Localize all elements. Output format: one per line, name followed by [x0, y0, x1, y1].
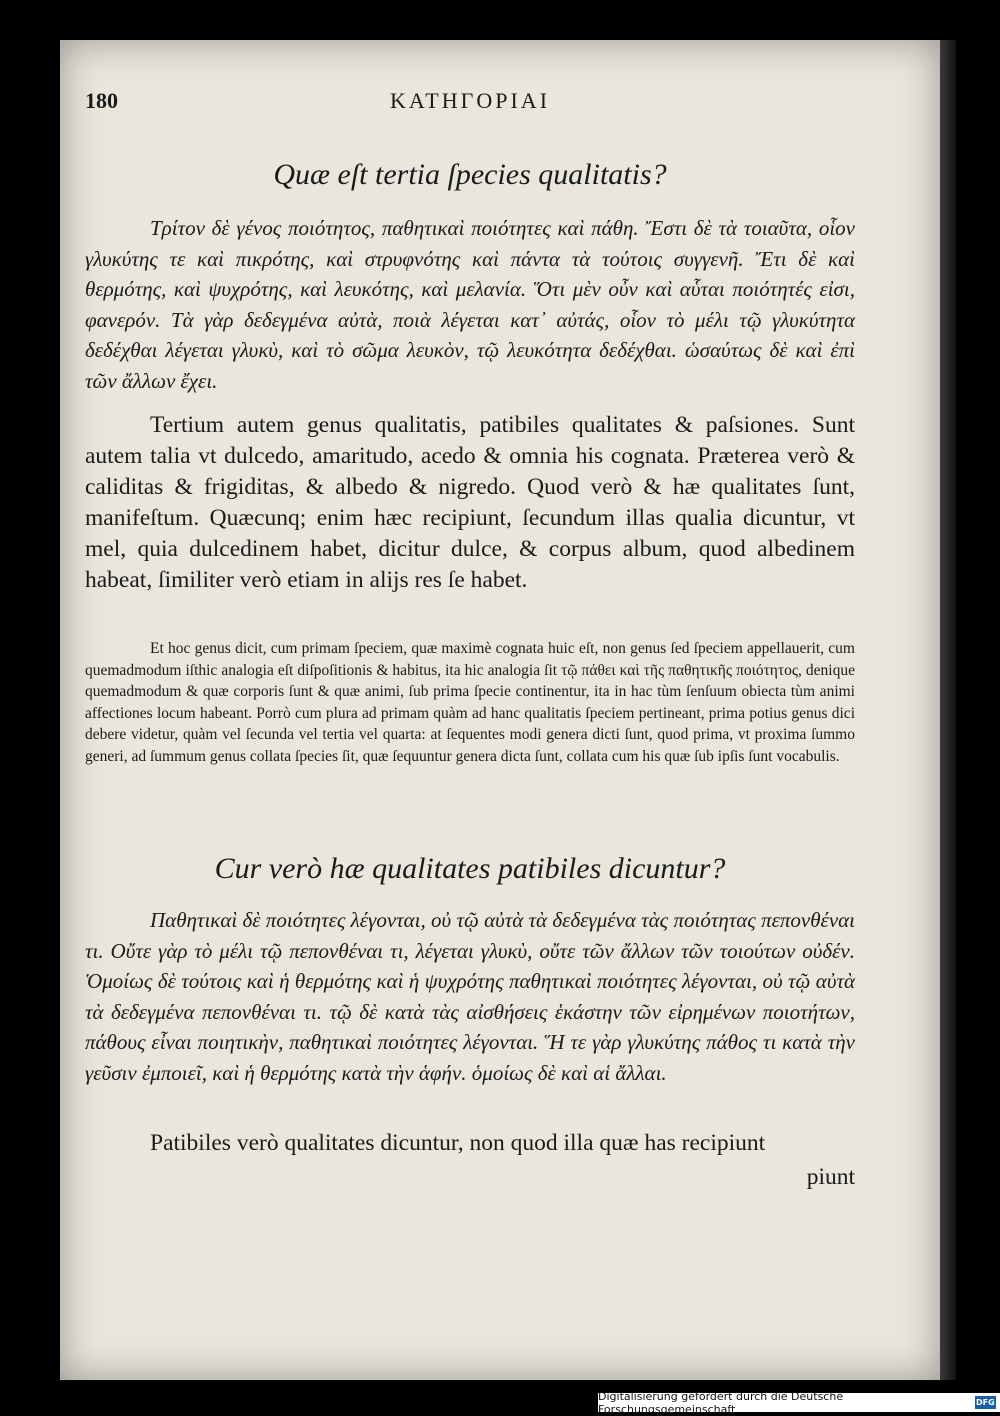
greek-paragraph-1: Τρίτον δὲ γένος ποιότητος, παθητικαὶ ποιότητες καὶ πάθη. Ἔστι δὲ τὰ τοιαῦτα, οἷον γλυκύτης τε καὶ πικρότης, καὶ στρυφνότης καὶ πάντα τὰ τούτοις συγγενῆ. Ἔτι δὲ καὶ θερμότης, καὶ ψυχρότης, καὶ λευκότης, καὶ μελανία. Ὅτι μὲν οὖν καὶ αὗται ποιότητές εἰσι, φανερόν. Τὰ γὰρ δεδεγμένα αὐτὰ, ποιὰ λέγεται κατ᾽ αὐτάς, οἷον τὸ μέλι τῷ γλυκύτητα δεδέχθαι λέγεται γλυκὺ, καὶ τὸ σῶμα λευκὸν, τῷ λευκότητα δεδέχθαι. ὡσαύτως δὲ καὶ ἐπὶ τῶν ἄλλων ἔχει. — [85, 216, 855, 393]
page-number: 180 — [85, 88, 118, 113]
dfg-logo-icon: DFG — [976, 1398, 995, 1407]
running-title: ΚΑΤΗΓΟΡΙΑΙ — [389, 88, 551, 113]
catchword: piunt — [806, 1164, 855, 1190]
latin-paragraph-1: Tertium autem genus qualitatis, patibiles qualitates & paſsiones. Sunt autem talia vt dulcedo, amaritudo, acedo & omnia his cognata. Præterea verò & caliditas & frigiditas, & albedo & nigredo. Quod verò & hæ qualitates ſunt, manifeſtum. Quæcunq; enim hæc recipiunt, ſecundum illas qualia dicuntur, vt mel, quia dulcedinem habet, dicitur dulce, & corpus album, quod albedinem habeat, ſimiliter verò etiam in alijs res ſe habet. — [85, 412, 855, 593]
page-edge — [940, 40, 956, 1380]
commentary-paragraph: Et hoc genus dicit, cum primam ſpeciem, quæ maximè cognata huic eſt, non genus ſed ſpeciem appellauerit, cum quemadmodum iſthic analogia eſt diſpoſitionis & habitus, ita hic analogia ſit τῷ πάθει καὶ τῆς παθητικῆς ποιότητος, denique quemadmodum & quæ corporis ſunt & quæ animi, ſub prima ſpecie continentur, ita in hac tùm ſenſuum obiecta tùm animi affectiones locum habeant. Porrò cum plura ad primam quàm ad hanc qualitatis ſpeciem pertineant, prima potius genus dici debere videtur, quàm vel ſecunda vel tertia vel quarta: at ſequentes modi genera dicti ſunt, quod prima, vt proxima ſummo generi, ad ſummum genus collata ſpecies ſit, quæ ſequuntur genera dicta ſunt, collata cum his quæ ſub ipſis ſunt vocabulis. — [85, 640, 855, 765]
question-heading-1: Quæ eſt tertia ſpecies qualitatis? — [273, 158, 667, 191]
footer-text: Digitalisierung gefördert durch die Deutsche Forschungsgemeinschaft — [598, 1389, 844, 1416]
footer-bar — [598, 1389, 1000, 1416]
latin-paragraph-2: Patibiles verò qualitates dicuntur, non quod illa quæ has recipiunt — [150, 1130, 766, 1156]
question-heading-2: Cur verò hæ qualitates patibiles dicuntur? — [214, 852, 726, 885]
greek-paragraph-2: Παθητικαὶ δὲ ποιότητες λέγονται, οὐ τῷ αὐτὰ τὰ δεδεγμένα τὰς ποιότητας πεπονθέναι τι. Οὔτε γὰρ τὸ μέλι τῷ πεπονθέναι τι, λέγεται γλυκὺ, οὔτε τῶν ἄλλων τῶν τοιούτων οὐδέν. Ὁμοίως δὲ τούτοις καὶ ἡ θερμότης καὶ ἡ ψυχρότης παθητικαὶ ποιότητες λέγονται, οὐ τῷ αὐτὰ τὰ δεδεγμένα πεπονθέναι τι. τῷ δὲ κατὰ τὰς αἰσθήσεις ἑκάστην τῶν εἰρημένων ποιοτήτων, πάθους εἶναι ποιητικὴν, παθητικαὶ ποιότητες λέγονται. Ἥ τε γὰρ γλυκύτης πάθος τι κατὰ τὴν γεῦσιν ἐμποιεῖ, καὶ ἡ θερμότης κατὰ τὴν ἁφήν. ὁμοίως δὲ καὶ αἱ ἄλλαι. — [85, 908, 855, 1085]
